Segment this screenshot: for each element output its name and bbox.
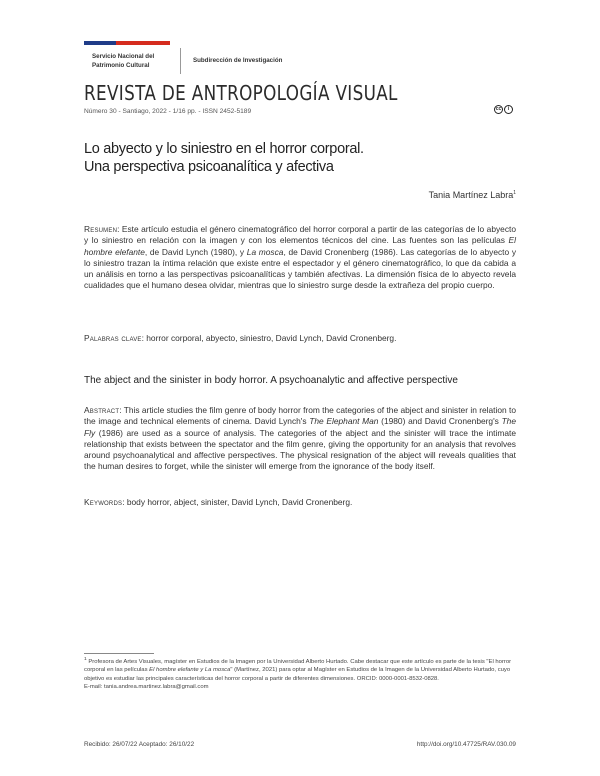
resumen-film-1: El hombre elefante — [84, 235, 516, 257]
institution-name — [92, 52, 154, 70]
article-title-line-2: Una perspectiva psicoanalítica y afectiva — [84, 159, 334, 175]
resumen-text-3: , de David Cronenberg (1986). Las categorías de lo abyecto y lo siniestro trazan la íntima relación que existe entre el espectador y el género cinematográfico, lo que da cabida a un análisis en torno a las perspectivas psicoanalíticas y también afectivas. La dimensión física de lo abyecto revela cualidades que el humano desea olvidar, mientras que lo siniestro surge desde la extrañeza del propio cuerpo. — [84, 246, 517, 291]
footnote-rule — [84, 653, 154, 654]
footnote-text-2: " (Martínez, 2021) para optar al Magíster en Estudios de la Imagen de la Universidad Alberto Hurtado, cuyo objetivo es estudiar las principales características del horror corporal a partir de diferentes dimensiones. ORCID: 0000-0001-8532-0828. — [84, 667, 511, 682]
author-name-text: Tania Martínez Labra — [428, 190, 514, 200]
footnote-email[interactable]: E-mail: tania.andrea.martinez.labra@gmail.com — [84, 683, 209, 690]
abstract-film-1: The Elephant Man — [309, 416, 379, 427]
license-badge[interactable] — [494, 105, 513, 114]
doi-link[interactable]: http://doi.org/10.47725/RAV.030.09 — [416, 741, 516, 748]
cc-icon: cc — [495, 106, 502, 112]
abstract-film-2: The Fly — [84, 416, 516, 438]
english-title: The abject and the sinister in body horror. A psychoanalytic and affective perspective — [84, 375, 458, 386]
by-icon: i — [504, 105, 513, 114]
footnote-mark: 1 — [84, 657, 87, 662]
header-divider — [180, 48, 181, 74]
keywords — [84, 497, 516, 508]
abstract-paragraph — [84, 405, 516, 473]
footnote — [84, 656, 516, 691]
article-title — [84, 140, 524, 176]
journal-title: REVISTA DE ANTROPOLOGÍA VISUAL — [84, 81, 398, 105]
resumen-paragraph — [84, 224, 516, 292]
author-name — [429, 190, 516, 200]
flag-red-segment — [116, 41, 170, 45]
flag-blue-segment — [84, 41, 116, 45]
received-accepted-dates: Recibido: 26/07/22 Aceptado: 26/10/22 — [84, 741, 195, 748]
footnote-body — [84, 656, 516, 683]
footnote-film: El hombre elefante y La mosca — [149, 667, 231, 674]
keywords-text: : body horror, abject, sinister, David Lynch, David Cronenberg. — [122, 497, 353, 507]
subdirection-name: Subdirección de Investigación — [193, 57, 283, 64]
institution-line-2: Patrimonio Cultural — [92, 62, 150, 69]
resumen-text-1: : Este artículo estudia el género cinematográfico del horror corporal a partir de las categorías de lo abyecto y lo siniestro en relación con la imagen y con los elementos técnicos del cine. Las fuentes son las películas — [84, 224, 516, 246]
footnote-text-1: Profesora de Artes Visuales, magíster en Estudios de la Imagen por la Universidad Alberto Hurtado. Cabe destacar que este artículo es parte de la tesis "El horror corporal en las películas — [84, 658, 512, 674]
institution-line-1: Servicio Nacional del — [92, 53, 155, 60]
resumen-film-2: La mosca — [246, 246, 284, 257]
issue-info: Número 30 - Santiago, 2022 - 1/16 pp. - ISSN 2452-5189 — [84, 108, 252, 115]
abstract-text-1: : This article studies the film genre of body horror from the categories of the abject and sinister in relation to the image and technical elements of cinema. David Lynch's — [84, 405, 516, 427]
palabras-clave-text: : horror corporal, abyecto, siniestro, David Lynch, David Cronenberg. — [141, 333, 397, 343]
palabras-clave-label: Palabras clave — [84, 333, 142, 343]
keywords-label: Keywords — [84, 497, 123, 507]
palabras-clave — [84, 333, 516, 344]
author-footnote-mark[interactable]: 1 — [513, 190, 516, 196]
abstract-label: Abstract — [84, 405, 120, 415]
resumen-label: Resumen — [84, 224, 118, 234]
article-title-line-1: Lo abyecto y lo siniestro en el horror corporal. — [84, 141, 364, 157]
institution-flag-bar — [84, 41, 170, 45]
resumen-text-2: , de David Lynch (1980), y — [144, 246, 247, 257]
abstract-text-2: (1980) and David Cronenberg's — [378, 416, 502, 427]
abstract-text-3: (1986) are used as a source of analysis. The categories of the abject and the sinister will trace the intimate relationship that exists between the spectator and the film genre, giving the opportunity for an analysis that revolves around psychoanalytical and affective perspectives. The physical resignation of the abject will reveals qualities that the human desires to forget, while the sinister will emerge from the ignorance of the body itself. — [84, 427, 516, 472]
